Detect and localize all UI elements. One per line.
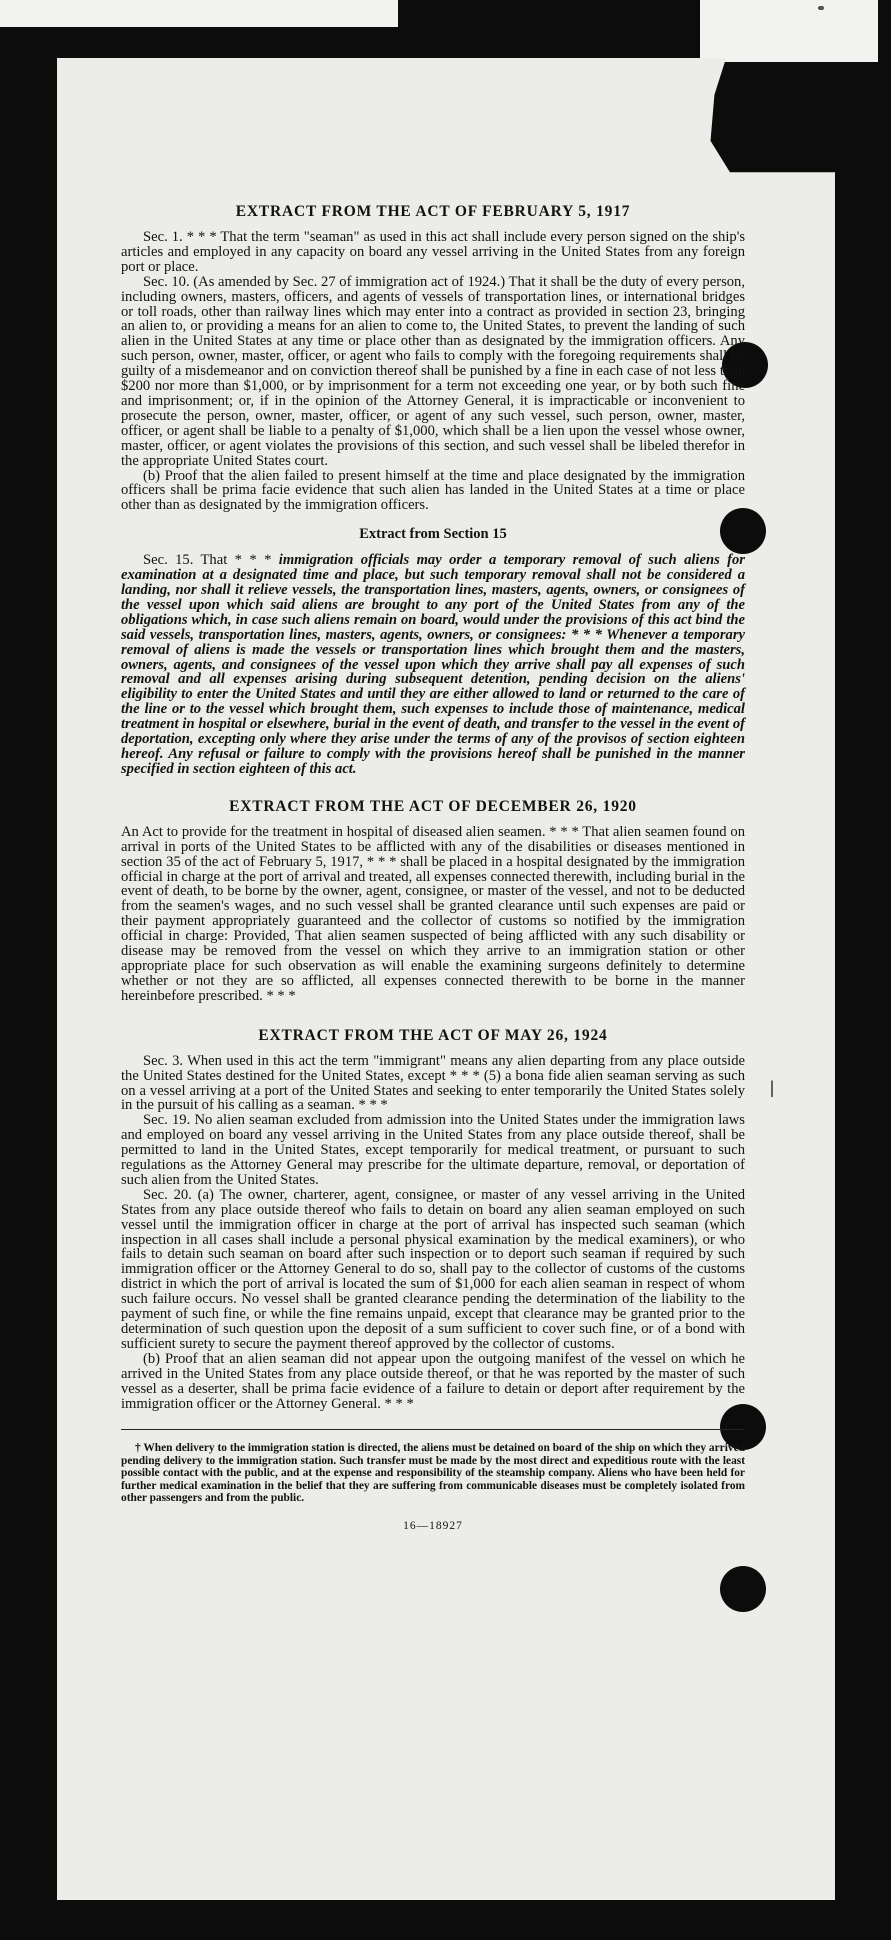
page-number: 16—18927 — [403, 1520, 463, 1533]
heading-act-feb-1917: EXTRACT FROM THE ACT OF FEBRUARY 5, 1917 — [235, 203, 631, 220]
scan-edge-right — [700, 0, 878, 62]
punch-hole-4 — [720, 1566, 766, 1612]
paragraph-sec-15 — [121, 553, 745, 777]
heading-section-15: Extract from Section 15 — [359, 526, 507, 543]
paragraph-sec-20a: Sec. 20. (a) The owner, charterer, agent, consignee, or master of any vessel arriving in the United States from any place outside thereof who fails to detain on board any alien seaman employed on such vessel until the immigration officer in charge at the port of arrival has inspected such seaman (which inspection in all cases shall include a personal physical examination by the medical examiners), or who fails to detain such seaman on board after such inspection or to deport such seaman if required by such immigration officer or the Attorney General to do so, shall pay to the collector of customs of the customs district in which the port of arrival is located the sum of $1,000 for each alien seaman in respect of whom such failure occurs. No vessel shall be granted clearance pending the determination of the liability to the payment of such fine, or while the fine remains unpaid, except that clearance may be granted prior to the determination of such question upon the deposit of a sum sufficient to cover such fine, or of a bond with sufficient surety to secure the payment thereof approved by the collector of customs. — [121, 1186, 745, 1352]
paragraph-sec-20b: (b) Proof that an alien seaman did not appear upon the outgoing manifest of the vessel on which he arrived in the United States from any place outside thereof, or that he was reported by the master of such vessel as a deserter, shall be prima facie evidence of a failure to detain or deport after requirement by the immigration officer or the Attorney General. * * * — [121, 1350, 745, 1412]
paragraph-sec-3: Sec. 3. When used in this act the term "immigrant" means any alien departing from any place outside the United States destined for the United States, except * * * (5) a bona fide alien seaman serving as such on a vessel arriving at a port of the United States and seeking to enter temporarily the United States solely in the pursuit of his calling as a seaman. * * * — [121, 1052, 745, 1114]
paragraph-proof-b: (b) Proof that the alien failed to present himself at the time and place designated by the immigration officers shall be prima facie evidence that such alien has landed in the United States at a time or place other than as designated by the immigration officers. — [121, 467, 745, 514]
heading-act-dec-1920: EXTRACT FROM THE ACT OF DECEMBER 26, 1920 — [229, 797, 637, 815]
scan-speck — [818, 6, 824, 10]
scan-edge-left — [0, 0, 398, 27]
paragraph-sec-10: Sec. 10. (As amended by Sec. 27 of immigration act of 1924.) That it shall be the duty of every person, including owners, masters, officers, and agents of vessels of transportation lines, or international bridges or toll roads, other than railway lines which may enter into a contract as provided in section 23, bringing an alien to, or providing a means for an alien to come to, the United States, to prevent the landing of such alien in the United States at any time or place other than as designated by the immigration officers. Any such person, owner, master, officer, or agent who fails to comply with the foregoing requirements shall be guilty of a misdemeanor and on conviction thereof shall be punished by a fine in each case of not less than $200 nor more than $1,000, or by imprisonment for a term not exceeding one year, or by both such fine and imprisonment; or, if in the opinion of the Attorney General, it is impracticable or inconvenient to prosecute the person, owner, master, officer, or agent of any such vessel, such person, owner, master, officer, or agent shall be liable to a penalty of $1,000, which shall be a lien upon the vessel whose owner, master, officer, or agent violates the provisions of this section, and such vessel shall be libeled therefor in the appropriate United States court. — [121, 273, 745, 469]
paragraph-sec-1: Sec. 1. * * * That the term "seaman" as used in this act shall include every person signed on the ship's articles and employed in any capacity on board any vessel arriving in the United States from any foreign port or place. — [121, 229, 745, 275]
sec-15-lead: Sec. 15. That * * * — [143, 552, 279, 569]
paragraph-sec-19: Sec. 19. No alien seaman excluded from admission into the United States under the immigration laws and employed on board any vessel arriving in the United States from any place outside thereof, shall be permitted to land in the United States, except temporarily for medical treatment, or pursuant to such regulations as the Attorney General may prescribe for the ultimate departure, removal, or deportation of such alien from the United States. — [121, 1112, 745, 1188]
paragraph-act-1920: An Act to provide for the treatment in hospital of diseased alien seamen. * * * That alien seamen found on arrival in ports of the United States to be afflicted with any of the disabilities or diseases mentioned in section 35 of the act of February 5, 1917, * * * shall be placed in a hospital designated by the immigration official in charge at the port of arrival and treated, all expenses connected therewith, including burial in the event of death, to be borne by the owner, agent, consignee, or master of the vessel, and not to be deducted from the seamen's wages, and no such vessel shall be granted clearance until such expenses are paid or their payment appropriately guaranteed and the collector of customs so notified by the immigration official in charge: Provided, That alien seamen suspected of being afflicted with any such disability or disease may be removed from the vessel on which they arrive to an immigration station or other appropriate place for such observation as will enable the examining surgeons definitely to determine whether or not they are so afflicted, all expenses connected therewith to be borne in the manner hereinbefore prescribed. * * * — [121, 823, 745, 1004]
margin-mark: | — [770, 1077, 774, 1097]
sec-15-body: immigration officials may order a temporary removal of such aliens for examination at a designated time and place, but such temporary removal shall not be considered a landing, nor shall it relieve vessels, the transportation lines, masters, agents, owners, or consignees of the vessel upon which said aliens are brought to any port of the United States from any of the obligations which, in case such aliens remain on board, would under the provisions of this act bind the said vessels, transportation lines, masters, agents, owners, or consignees: * * * Whenever a temporary removal of aliens is made the vessels or transportation lines which brought them and the masters, owners, agents, and consignees of the vessel upon which they arrive shall pay all expenses of such removal and all expenses arising during subsequent detention, pending decision on the aliens' eligibility to enter the United States and until they are either allowed to land or returned to the care of the line or to the vessel which brought them, such expenses to include those of maintenance, medical treatment in hospital or elsewhere, burial in the event of death, and transfer to the vessel in the event of deportation, excepting only where they arise under the terms of any of the provisos of section eighteen hereof. Any refusal or failure to comply with the provisions hereof shall be punished in the manner specified in section eighteen of this act. — [121, 552, 745, 777]
document-content — [121, 202, 745, 1532]
footnote: † When delivery to the immigration station is directed, the aliens must be detained on board of the ship on which they arrived pending delivery to the immigration station. Such transfer must be made by the most direct and expeditious route with the least possible contact with the public, and at the expense and responsibility of the steamship company. Aliens who have been held for further medical examination in the belief that they are suffering from communicable diseases must be completely isolated from other passengers and from the public. — [121, 1442, 745, 1505]
heading-act-may-1924: EXTRACT FROM THE ACT OF MAY 26, 1924 — [258, 1026, 608, 1044]
footnote-divider — [121, 1429, 745, 1430]
